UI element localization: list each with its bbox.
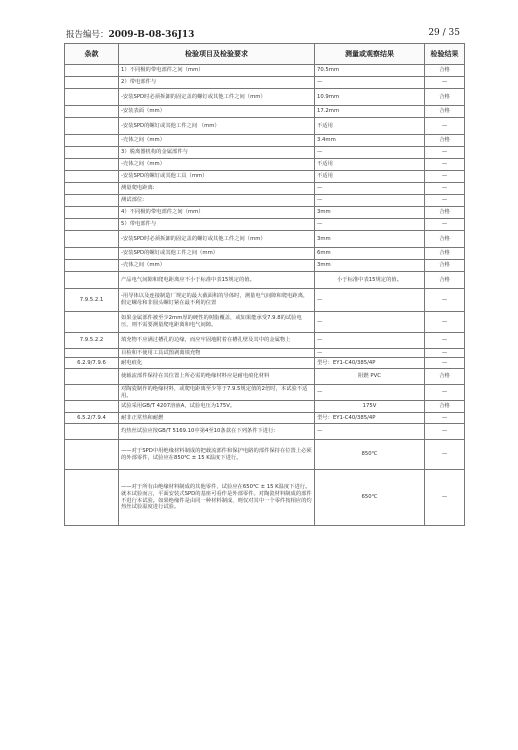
table-row — [65, 272, 465, 289]
clause-cell — [65, 207, 119, 219]
result-cell: — — [315, 219, 425, 231]
verdict-cell: — — [425, 413, 465, 424]
report-label: 报告编号： — [66, 30, 109, 40]
result-cell: — — [315, 312, 425, 333]
verdict-cell: — — [425, 219, 465, 231]
result-cell: 17.2mm — [315, 106, 425, 118]
requirement-cell: -壳体之间（mm） — [119, 135, 315, 147]
clause-cell — [65, 77, 119, 89]
verdict-cell: — — [425, 424, 465, 440]
result-cell: 不适用 — [315, 159, 425, 171]
result-cell: 型号：EY1-C40/385/4P — [315, 413, 425, 424]
verdict-cell: 合格 — [425, 369, 465, 385]
verdict-cell: — — [425, 77, 465, 89]
table-row — [65, 219, 465, 231]
clause-cell: 7.9.5.2.1 — [65, 289, 119, 312]
verdict-cell: — — [425, 358, 465, 369]
requirement-cell: 测试部位: — [119, 195, 315, 207]
result-cell: 3mm — [315, 231, 425, 248]
table-row — [65, 369, 465, 385]
requirement-cell: 灼热丝试验应按GB/T 5169.10中第4至10条款在下列条件下进行： — [119, 424, 315, 440]
result-cell: — — [315, 183, 425, 195]
verdict-cell: — — [425, 349, 465, 358]
result-cell: 70.5mm — [315, 65, 425, 77]
table-row — [65, 248, 465, 260]
requirement-cell: -壳体之间（mm） — [119, 159, 315, 171]
result-cell: 175V — [315, 401, 425, 413]
page-indicator: 29 / 35 — [428, 28, 460, 38]
clause-cell — [65, 183, 119, 195]
table-row — [65, 289, 465, 312]
table-row — [65, 183, 465, 195]
clause-cell — [65, 424, 119, 440]
requirement-cell: 对陶瓷制作的绝缘材料，或爬电距离至少等于7.9.5规定值的2倍时，本试验不适用。 — [119, 385, 315, 401]
table-header-row — [65, 44, 465, 65]
report-header — [66, 28, 460, 42]
clause-cell — [65, 106, 119, 118]
requirement-cell: -用导体以及连接制造厂规定的最大截面积的导体时，测量电气间隙和爬电距离，假定螺母和非圆头螺钉紧在最不利的位置 — [119, 289, 315, 312]
result-cell: — — [315, 333, 425, 349]
table-row — [65, 171, 465, 183]
result-cell: 不适用 — [315, 171, 425, 183]
table-row — [65, 413, 465, 424]
result-cell: 不适用 — [315, 118, 425, 135]
report-number-line — [66, 28, 194, 40]
table-row — [65, 440, 465, 470]
clause-cell — [65, 272, 119, 289]
requirement-cell: 2）带电部件与 — [119, 77, 315, 89]
clause-cell — [65, 171, 119, 183]
requirement-cell: -安装SPD的螺钉或其他工具（mm） — [119, 171, 315, 183]
verdict-cell: — — [425, 333, 465, 349]
result-cell: 10.9mm — [315, 89, 425, 106]
table-row — [65, 159, 465, 171]
table-row — [65, 135, 465, 147]
result-cell: — — [315, 289, 425, 312]
requirement-cell: -安装SPD时必须拆卸的固定盖的螺钉或其他工件之间（mm） — [119, 231, 315, 248]
clause-cell — [65, 65, 119, 77]
requirement-cell: 产品电气间隙和爬电距离应不小于标准中表15规定的值。 — [119, 272, 315, 289]
requirement-cell: 如果金属部件被至少2mm厚的硬性的树脂覆盖，或如果能承受7.9.8的试验电压，则不需要测量爬电距离和电气间隙。 — [119, 312, 315, 333]
requirement-cell: 试验采用GB/T 4207溶液A，试验电压为175V。 — [119, 401, 315, 413]
table-row — [65, 312, 465, 333]
clause-cell — [65, 369, 119, 385]
clause-cell — [65, 195, 119, 207]
requirement-cell: -安装SPD的螺钉或其他工件之间（mm） — [119, 248, 315, 260]
verdict-cell: 合格 — [425, 207, 465, 219]
requirement-cell: ——对于所有由绝缘材料制成的其他零件，试验应在650℃ ± 15 K温度下进行。就本试验而言，平面安装式SPD的基座可看作是外部零件。对陶瓷材料制成的部件不进行本试验。如果绝缘件是由同一种材料制成，则仅对其中一个零件按相应的灼热丝试验温度进行试验。 — [119, 470, 315, 526]
table-row — [65, 195, 465, 207]
verdict-cell: — — [425, 183, 465, 195]
result-cell: 小于标准中表15规定的值。 — [315, 272, 425, 289]
requirement-cell: 目检和不使用工具试图剥离填充物 — [119, 349, 315, 358]
verdict-cell: 合格 — [425, 135, 465, 147]
table-row — [65, 260, 465, 272]
table-row — [65, 401, 465, 413]
column-header-verdict: 检验结果 — [425, 44, 465, 65]
verdict-cell: 合格 — [425, 89, 465, 106]
verdict-cell: 合格 — [425, 231, 465, 248]
table-row — [65, 349, 465, 358]
requirement-cell: 耐非正常热和耐燃 — [119, 413, 315, 424]
result-cell: 3.4mm — [315, 135, 425, 147]
result-cell: — — [315, 195, 425, 207]
verdict-cell: — — [425, 195, 465, 207]
verdict-cell: — — [425, 171, 465, 183]
table-row — [65, 358, 465, 369]
requirement-cell: -安装SPD时必须拆卸的固定盖的螺钉或其他工件之间（mm） — [119, 89, 315, 106]
table-row — [65, 147, 465, 159]
clause-cell — [65, 248, 119, 260]
result-cell: 3mm — [315, 207, 425, 219]
table-row — [65, 470, 465, 526]
result-cell: 650℃ — [315, 470, 425, 526]
requirement-cell: -壳体之间（mm） — [119, 260, 315, 272]
clause-cell — [65, 118, 119, 135]
table-row — [65, 231, 465, 248]
requirement-cell: 测量爬电距离: — [119, 183, 315, 195]
clause-cell — [65, 385, 119, 401]
requirement-cell: -安装SPD的螺钉或其他工件之间 （mm） — [119, 118, 315, 135]
column-header-requirement: 检验项目及检验要求 — [119, 44, 315, 65]
table-row — [65, 65, 465, 77]
result-cell: — — [315, 385, 425, 401]
requirement-cell: -安装表面（mm） — [119, 106, 315, 118]
requirement-cell: ——对于SPD中用绝缘材料制成的把载流部件和保护电路的部件保持在位置上必须的外部零件，试验应在850℃ ± 15 K温度下进行。 — [119, 440, 315, 470]
clause-cell — [65, 135, 119, 147]
verdict-cell: — — [425, 440, 465, 470]
table-row — [65, 207, 465, 219]
clause-cell — [65, 147, 119, 159]
verdict-cell: 合格 — [425, 65, 465, 77]
result-cell: 阻燃 PVC — [315, 369, 425, 385]
table-row — [65, 118, 465, 135]
clause-cell — [65, 219, 119, 231]
test-results-table — [64, 43, 465, 526]
clause-cell: 6.2.9/7.9.6 — [65, 358, 119, 369]
requirement-cell: 填充物不应满过槽孔的边缘，而应牢固地附着在槽孔壁及其中的金属物上 — [119, 333, 315, 349]
clause-cell: 7.9.5.2.2 — [65, 333, 119, 349]
result-cell: 6mm — [315, 248, 425, 260]
column-header-result: 测量或观察结果 — [315, 44, 425, 65]
table-row — [65, 333, 465, 349]
result-cell: — — [315, 147, 425, 159]
table-row — [65, 77, 465, 89]
requirement-cell: 1）不同极的带电部件之间（mm） — [119, 65, 315, 77]
column-header-clause: 条款 — [65, 44, 119, 65]
result-cell: 3mm — [315, 260, 425, 272]
clause-cell — [65, 349, 119, 358]
clause-cell — [65, 440, 119, 470]
verdict-cell: — — [425, 159, 465, 171]
result-cell: — — [315, 77, 425, 89]
clause-cell — [65, 401, 119, 413]
verdict-cell: 合格 — [425, 272, 465, 289]
verdict-cell: — — [425, 312, 465, 333]
clause-cell — [65, 470, 119, 526]
verdict-cell: — — [425, 385, 465, 401]
table-row — [65, 106, 465, 118]
clause-cell: 6.5.2/7.9.4 — [65, 413, 119, 424]
requirement-cell: 3）脱离器机构的金属部件与 — [119, 147, 315, 159]
report-number: 2009-B-08-36J13 — [108, 30, 195, 40]
verdict-cell: — — [425, 470, 465, 526]
clause-cell — [65, 159, 119, 171]
requirement-cell: 使载流部件保持在其位置上所必需的绝缘材料应是耐电痕化材料 — [119, 369, 315, 385]
table-row — [65, 89, 465, 106]
requirement-cell: 耐电痕化 — [119, 358, 315, 369]
result-cell: — — [315, 424, 425, 440]
requirement-cell: 5）带电部件与 — [119, 219, 315, 231]
verdict-cell: 合格 — [425, 260, 465, 272]
result-cell: 型号：EY1-C40/385/4P — [315, 358, 425, 369]
clause-cell — [65, 260, 119, 272]
verdict-cell: 合格 — [425, 401, 465, 413]
result-cell: 850℃ — [315, 440, 425, 470]
verdict-cell: — — [425, 147, 465, 159]
clause-cell — [65, 89, 119, 106]
verdict-cell: — — [425, 118, 465, 135]
verdict-cell: 合格 — [425, 248, 465, 260]
clause-cell — [65, 231, 119, 248]
table-row — [65, 385, 465, 401]
verdict-cell: 合格 — [425, 106, 465, 118]
clause-cell — [65, 312, 119, 333]
verdict-cell: — — [425, 289, 465, 312]
result-cell: — — [315, 349, 425, 358]
table-row — [65, 424, 465, 440]
requirement-cell: 4）不同极的带电部件之间（mm） — [119, 207, 315, 219]
